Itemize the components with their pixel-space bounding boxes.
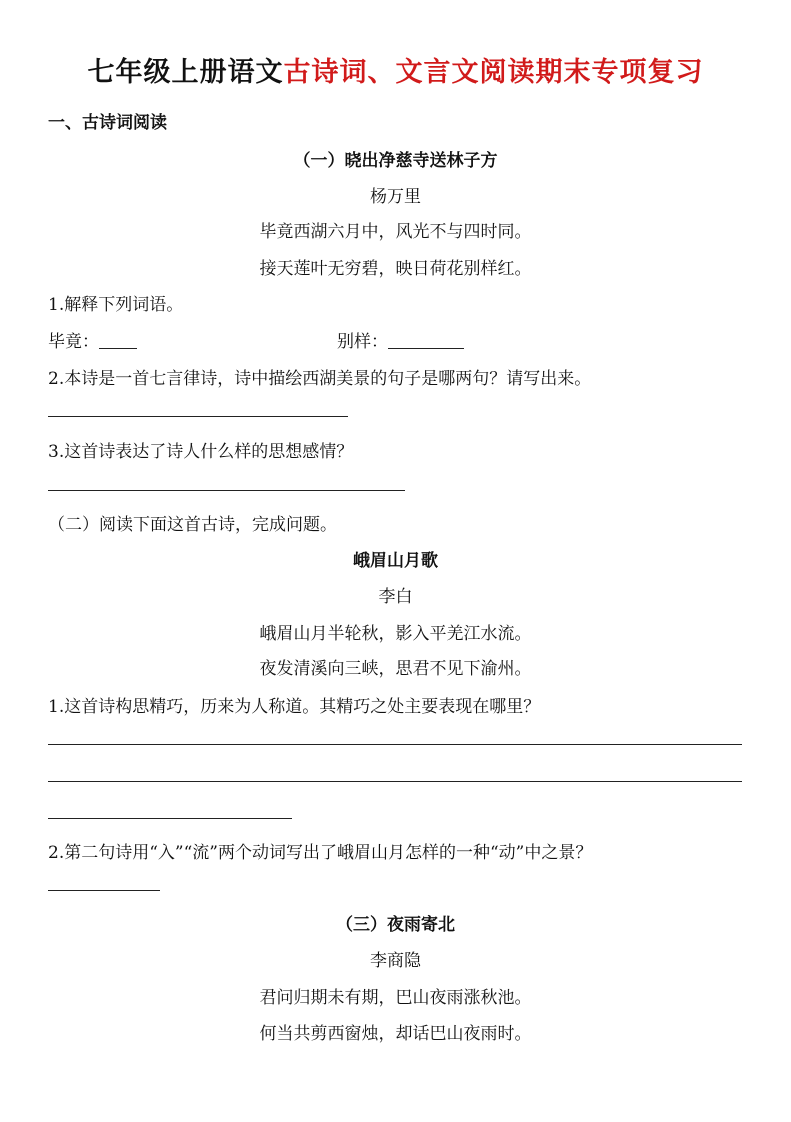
poem1-term2: 别样： [337, 332, 388, 352]
answer-line-p2q1-b[interactable] [48, 781, 742, 782]
poem1-question2: 2.本诗是一首七言律诗，诗中描绘西湖美景的句子是哪两句？请写出来。 [48, 369, 592, 389]
poem2-title: 峨眉山月歌 [353, 551, 438, 571]
answer-line-q2[interactable] [48, 416, 348, 417]
title-part1: 七年级上册语文 [87, 57, 284, 88]
poem3-author: 李商隐 [370, 951, 421, 971]
poem1-author: 杨万里 [370, 187, 421, 207]
poem1-term1-row [48, 327, 137, 352]
poem1-line1: 毕竟西湖六月中，风光不与四时同。 [259, 222, 532, 242]
poem3-line1: 君问归期未有期，巴山夜雨涨秋池。 [259, 988, 532, 1008]
poem3-line2: 何当共剪西窗烛，却话巴山夜雨时。 [259, 1024, 532, 1044]
page-title [0, 50, 791, 89]
answer-line-p2q2[interactable] [48, 890, 160, 891]
poem3-title: （三）夜雨寄北 [336, 915, 455, 935]
poem2-author: 李白 [378, 587, 413, 607]
answer-line-q3[interactable] [48, 490, 405, 491]
poem2-intro: （二）阅读下面这首古诗，完成问题。 [48, 515, 337, 535]
poem1-line2: 接天莲叶无穷碧，映日荷花别样红。 [259, 259, 532, 279]
poem1-question1: 1.解释下列词语。 [48, 295, 184, 315]
answer-blank-term2[interactable] [388, 332, 464, 349]
poem2-question2: 2.第二句诗用“入”“流”两个动词写出了峨眉山月怎样的一种“动”中之景？ [48, 843, 593, 863]
answer-line-p2q1-c[interactable] [48, 818, 292, 819]
answer-line-p2q1-a[interactable] [48, 744, 742, 745]
answer-blank-term1[interactable] [99, 332, 137, 349]
poem2-line1: 峨眉山月半轮秋，影入平羌江水流。 [259, 624, 532, 644]
section-heading: 一、古诗词阅读 [48, 113, 167, 133]
poem2-question1: 1.这首诗构思精巧，历来为人称道。其精巧之处主要表现在哪里？ [48, 697, 541, 717]
poem2-line2: 夜发清溪向三峡，思君不见下渝州。 [259, 659, 532, 679]
poem1-term1: 毕竟： [48, 332, 99, 352]
poem1-title: （一）晓出净慈寺送林子方 [293, 151, 498, 171]
title-part2: 古诗词、文言文阅读期末专项复习 [283, 57, 704, 88]
poem1-term2-row [337, 327, 464, 352]
poem1-question3: 3.这首诗表达了诗人什么样的思想感情？ [48, 442, 354, 462]
